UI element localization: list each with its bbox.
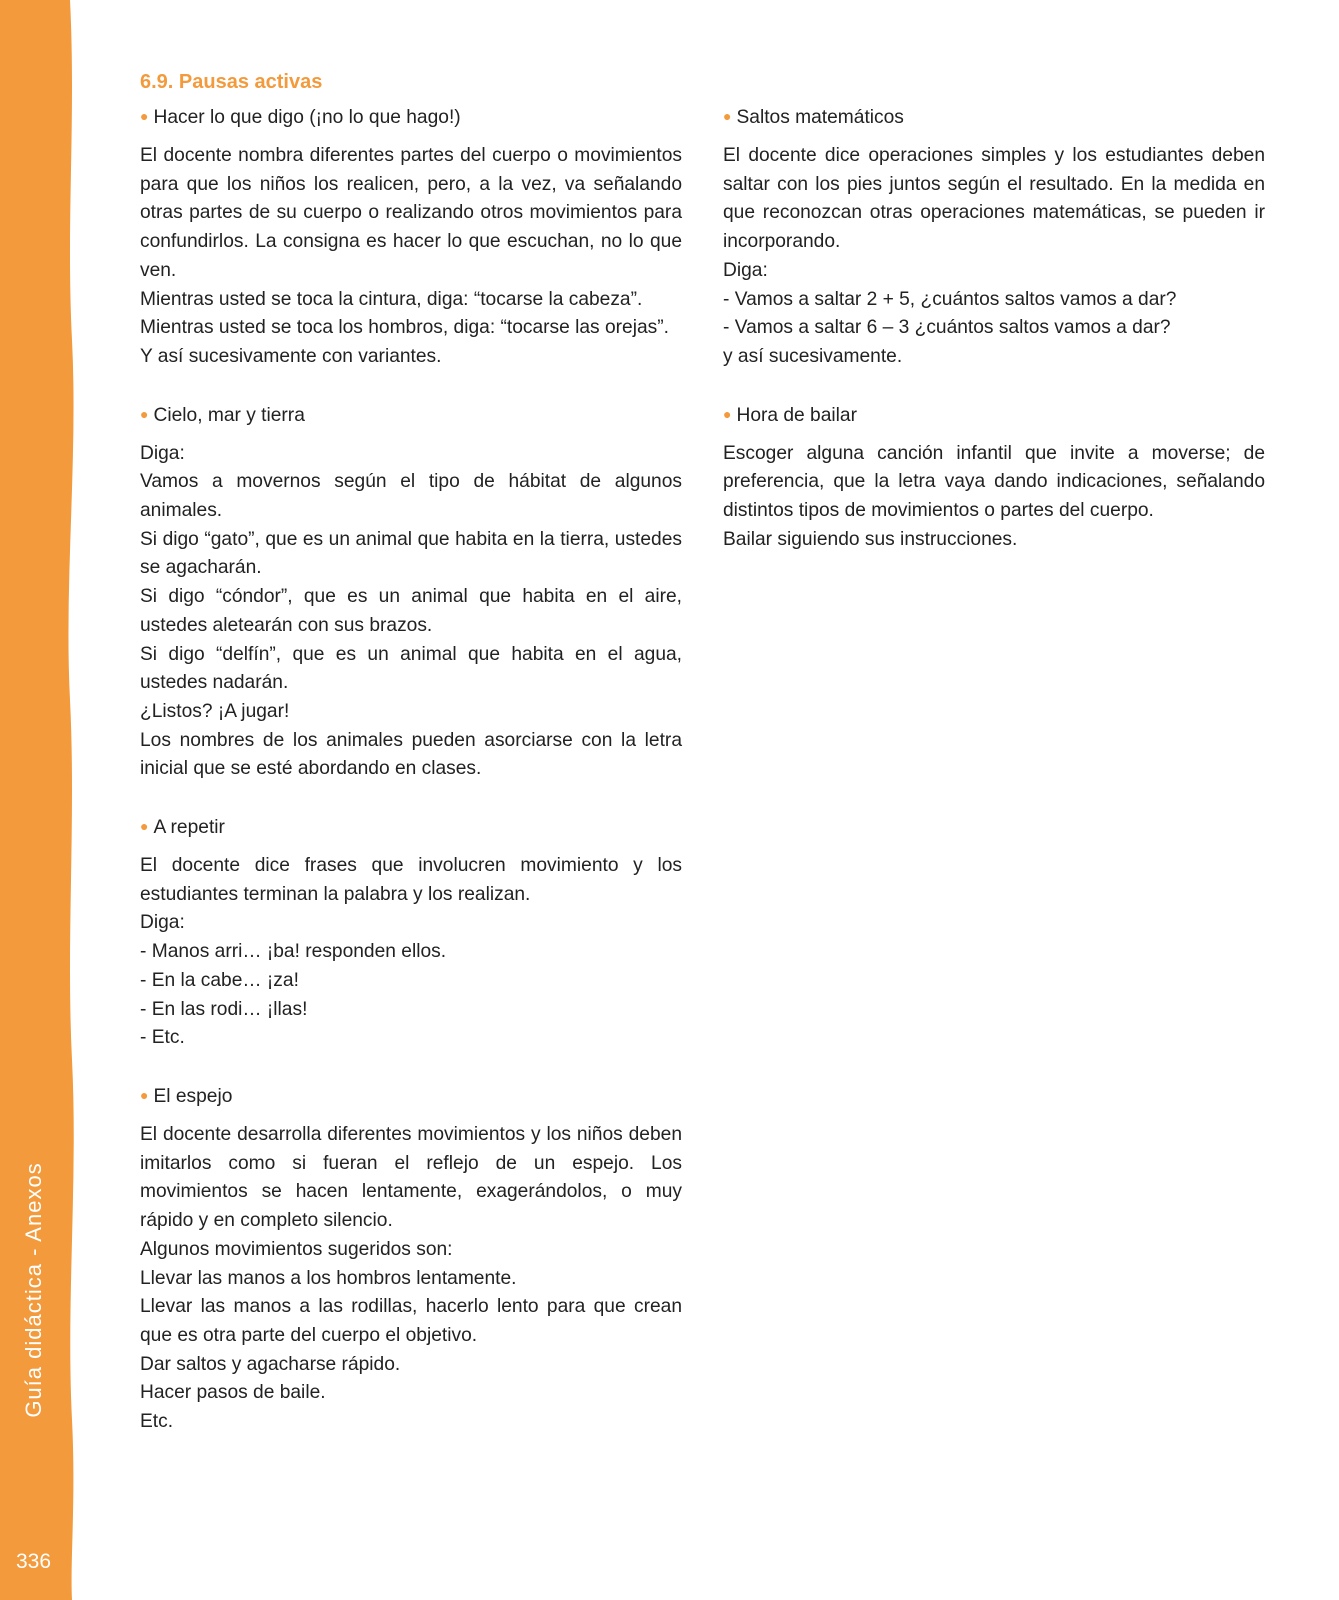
paragraph: Vamos a movernos según el tipo de hábitat de algunos animales. — [140, 471, 682, 522]
activity-heading — [140, 400, 682, 430]
paragraph: Diga: — [140, 912, 185, 934]
paragraph: El docente dice operaciones simples y los estudiantes deben saltar con los pies juntos según el resultado. En la medida en que reconozcan otras operaciones matemáticas, se pueden ir incorporando. — [723, 145, 1265, 253]
paragraph: Si digo “delfín”, que es un animal que habita en el agua, ustedes nadarán. — [140, 643, 682, 694]
paragraph: Los nombres de los animales pueden asorciarse con la letra inicial que se esté abordando en clases. — [140, 729, 682, 780]
paragraph: Llevar las manos a los hombros lentamente. — [140, 1267, 517, 1289]
bullet-icon: ● — [140, 108, 149, 124]
paragraph: Escoger alguna canción infantil que invite a moverse; de preferencia, que la letra vaya dando indicaciones, señalando distintos tipos de movimientos o partes del cuerpo. — [723, 442, 1265, 522]
page-number: 336 — [16, 1550, 52, 1573]
heading-text: Hacer lo que digo (¡no lo que hago!) — [153, 107, 461, 128]
bullet-icon: ● — [140, 818, 149, 835]
paragraph: Algunos movimientos sugeridos son: — [140, 1238, 453, 1260]
activity-hacer-lo-que-digo — [140, 102, 682, 372]
paragraph: Y así sucesivamente con variantes. — [140, 345, 442, 367]
paragraph: - Vamos a saltar 6 – 3 ¿cuántos saltos vamos a dar? — [723, 317, 1171, 339]
paragraph: Dar saltos y agacharse rápido. — [140, 1353, 401, 1375]
paragraph: Mientras usted se toca los hombros, diga: “tocarse las orejas”. — [140, 317, 669, 339]
heading-text: Saltos matemáticos — [736, 107, 904, 128]
paragraph: El docente dice frases que involucren movimiento y los estudiantes terminan la palabra y los realizan. — [140, 855, 682, 905]
paragraph: - En las rodi… ¡llas! — [140, 998, 308, 1020]
paragraph: El docente desarrolla diferentes movimientos y los niños deben imitarlos como si fueran el reflejo de un espejo. Los movimientos se hacen lentamente, exagerándolos, o muy rápido y en completo silencio. — [140, 1123, 682, 1232]
activity-heading — [140, 102, 682, 132]
activity-heading — [723, 400, 1265, 430]
paragraph: Etc. — [140, 1411, 174, 1433]
activity-heading — [723, 102, 1265, 132]
left-column — [140, 66, 682, 1465]
activity-a-repetir — [140, 812, 682, 1053]
paragraph: Diga: — [723, 259, 768, 281]
activity-heading — [140, 1081, 682, 1111]
paragraph: Si digo “cóndor”, que es un animal que habita en el aire, ustedes aletearán con sus brazos. — [140, 586, 682, 636]
sidebar-label: Guía didáctica - Anexos — [21, 1162, 46, 1418]
heading-text: A repetir — [153, 817, 225, 839]
paragraph: - En la cabe… ¡za! — [140, 969, 299, 991]
paragraph: Hacer pasos de baile. — [140, 1382, 326, 1404]
paragraph: ¿Listos? ¡A jugar! — [140, 700, 290, 722]
paragraph: - Etc. — [140, 1027, 185, 1049]
activity-heading — [140, 812, 682, 842]
heading-text: Hora de bailar — [736, 404, 857, 426]
paragraph: y así sucesivamente. — [723, 345, 903, 367]
paragraph: Bailar siguiendo sus instrucciones. — [723, 528, 1018, 550]
activity-saltos-matematicos — [723, 102, 1265, 372]
paragraph: - Manos arri… ¡ba! responden ellos. — [140, 941, 447, 963]
bullet-icon: ● — [723, 108, 732, 124]
right-column — [723, 102, 1265, 582]
bullet-icon: ● — [140, 405, 149, 422]
activity-cielo-mar-tierra — [140, 400, 682, 784]
paragraph: Diga: — [140, 442, 185, 464]
bullet-icon: ● — [723, 405, 732, 422]
heading-text: El espejo — [153, 1085, 233, 1107]
activity-hora-de-bailar — [723, 400, 1265, 555]
heading-text: Cielo, mar y tierra — [153, 404, 305, 426]
activity-el-espejo — [140, 1081, 682, 1437]
paragraph: Si digo “gato”, que es un animal que habita en la tierra, ustedes se agacharán. — [140, 528, 682, 579]
paragraph: - Vamos a saltar 2 + 5, ¿cuántos saltos vamos a dar? — [723, 288, 1177, 310]
section-title: 6.9. Pausas activas — [140, 71, 323, 93]
paragraph: El docente nombra diferentes partes del cuerpo o movimientos para que los niños los realicen, pero, a la vez, va señalando otras partes de su cuerpo o realizando otros movimientos para confundirlos. La consigna es hacer lo que escuchan, no lo que ven. — [140, 145, 682, 281]
bullet-icon: ● — [140, 1086, 149, 1103]
paragraph: Llevar las manos a las rodillas, hacerlo lento para que crean que es otra parte del cuerpo el objetivo. — [140, 1296, 682, 1346]
paragraph: Mientras usted se toca la cintura, diga: “tocarse la cabeza”. — [140, 288, 643, 310]
